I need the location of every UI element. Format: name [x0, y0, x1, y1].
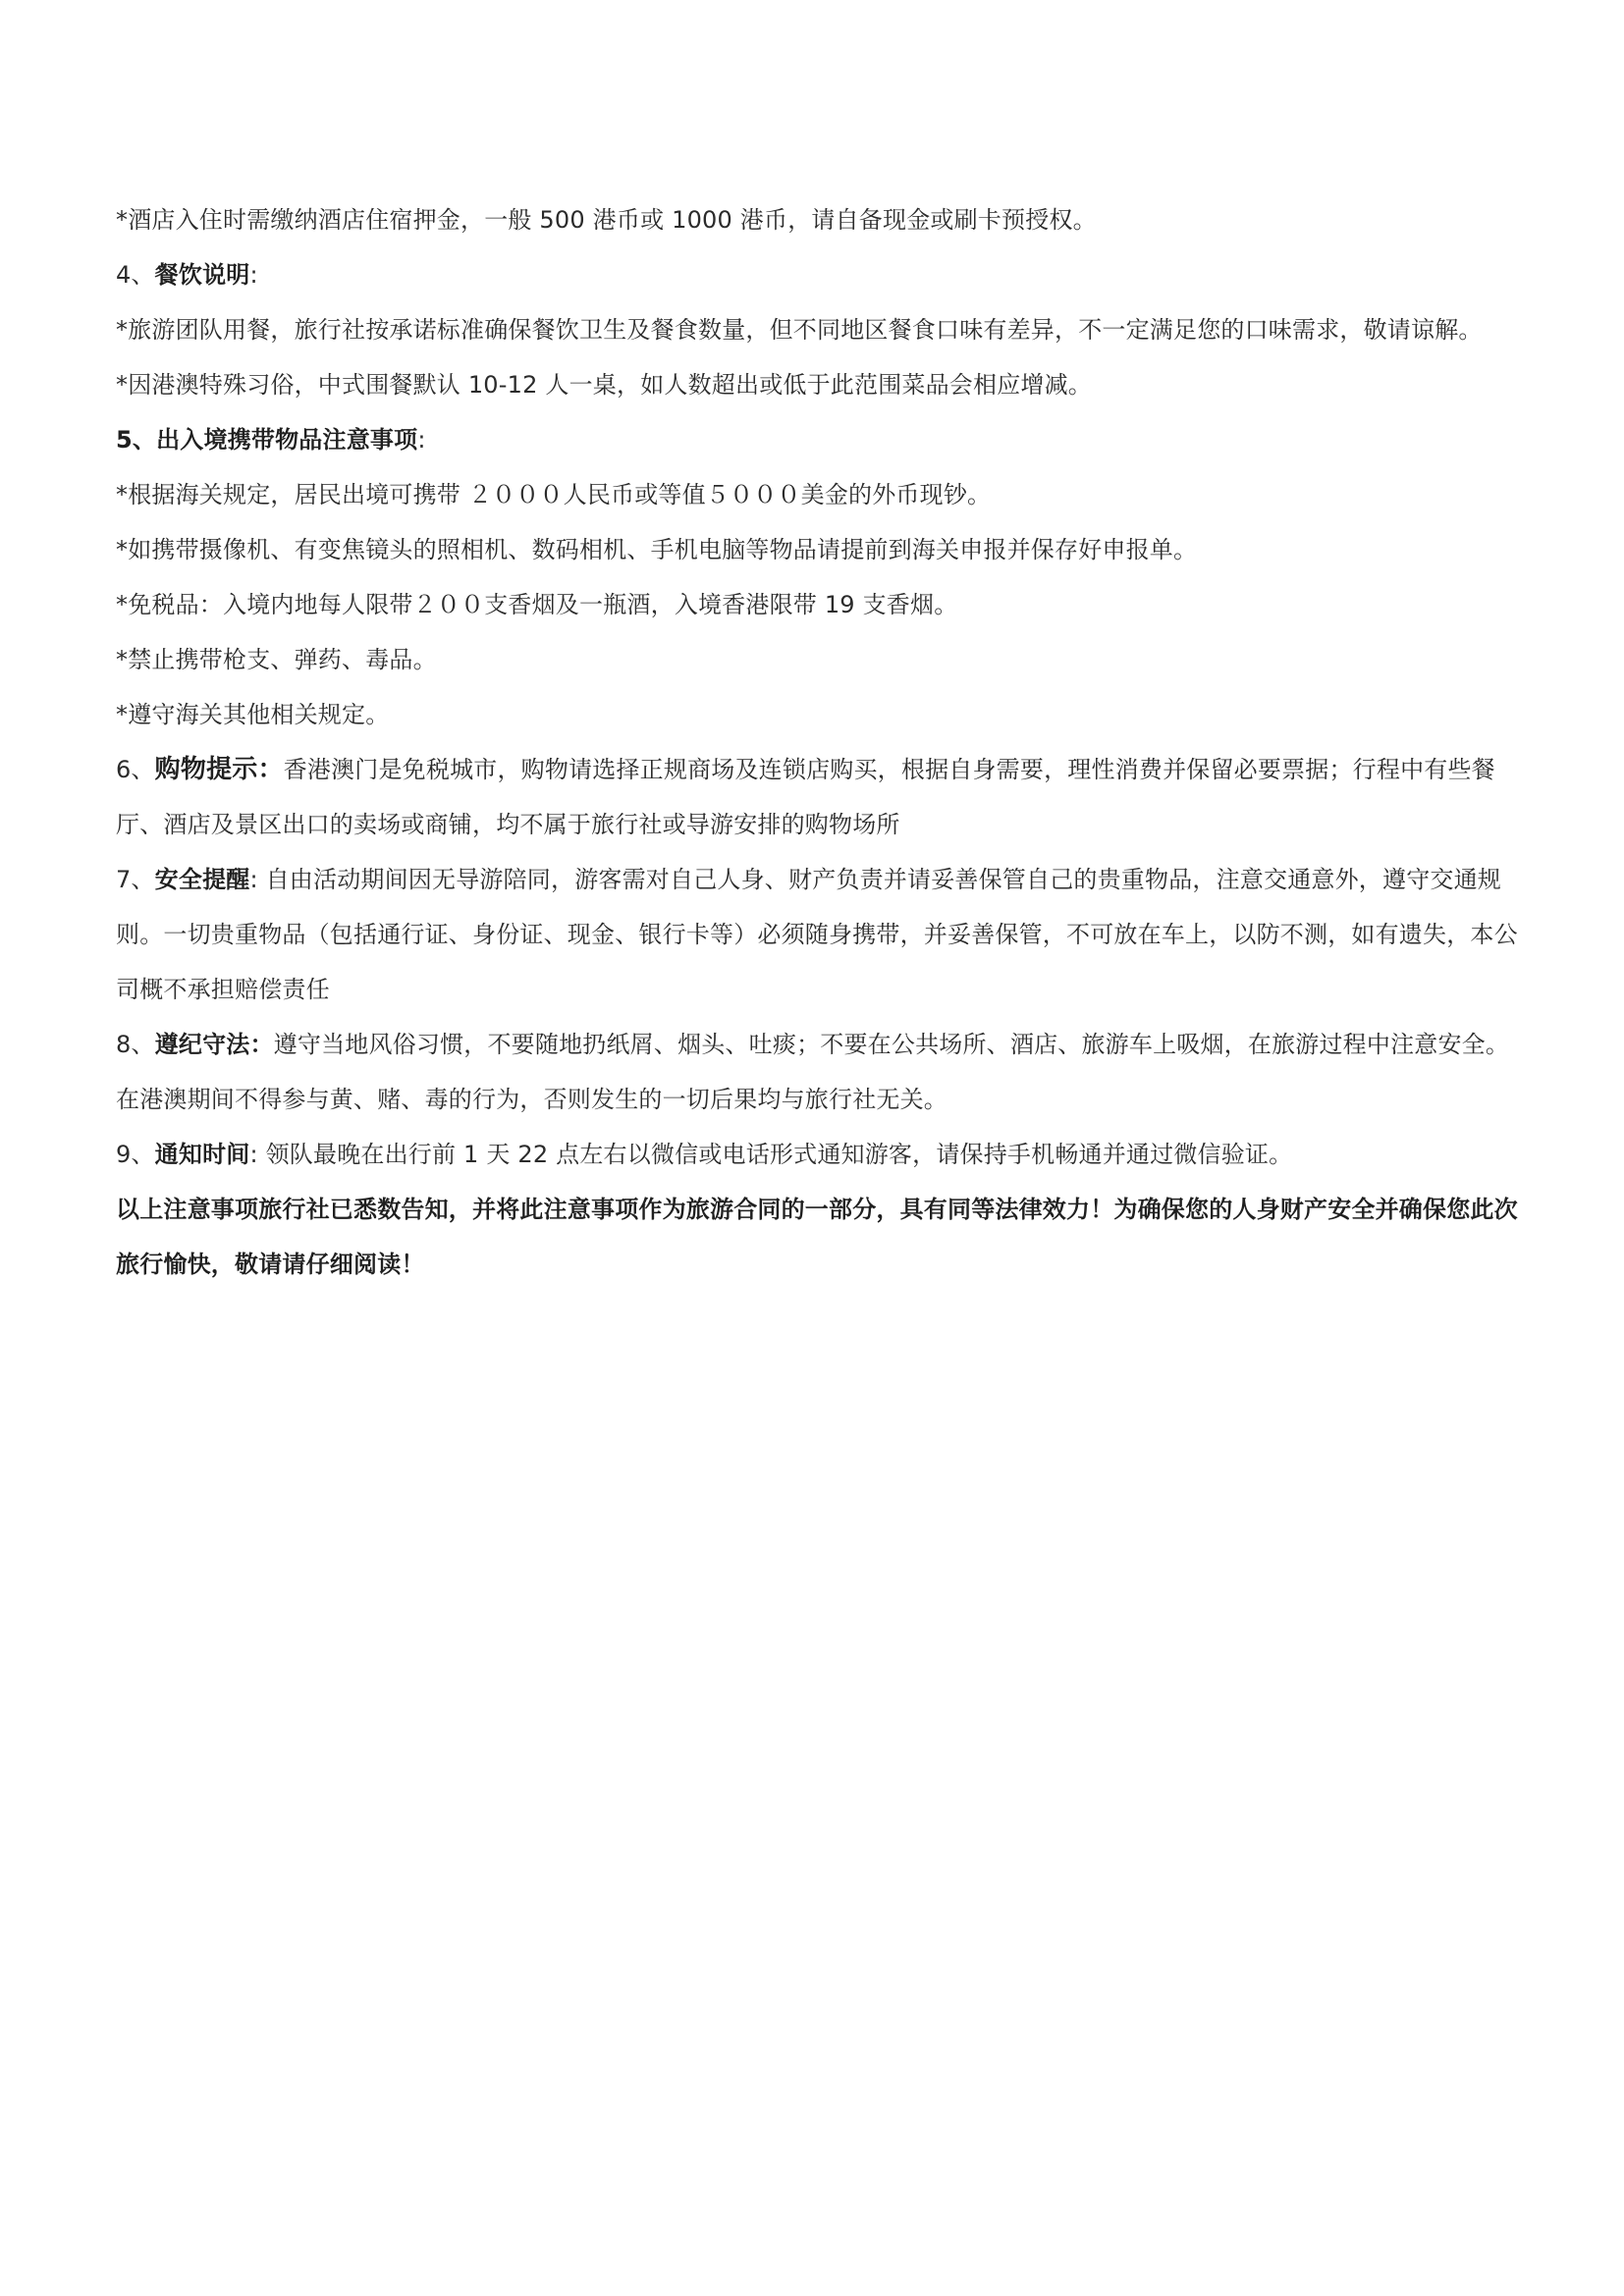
document-page — [116, 192, 1530, 1292]
section-4-heading — [116, 247, 1530, 302]
section-7-title: 安全提醒 — [154, 866, 250, 893]
section-9-number: 9、 — [116, 1141, 155, 1168]
customs-note-5: *遵守海关其他相关规定。 — [116, 701, 390, 728]
customs-note-3: *免税品：入境内地每人限带２００支香烟及一瓶酒，入境香港限带 19 支香烟。 — [116, 591, 958, 618]
hotel-deposit-note: *酒店入住时需缴纳酒店住宿押金，一般 500 港币或 1000 港币，请自备现金或刷卡预授权。 — [116, 206, 1097, 234]
section-4-title: 餐饮说明 — [154, 261, 250, 289]
section-4-number: 4、 — [116, 261, 155, 289]
section-5-colon: : — [417, 426, 426, 454]
customs-note-4: *禁止携带枪支、弹药、毒品。 — [116, 646, 437, 673]
section-7-text: : 自由活动期间因无导游陪同，游客需对自己人身、财产负责并请妥善保管自己的贵重物品，注意交通意外，遵守交通规则。一切贵重物品（包括通行证、身份证、现金、银行卡等）必须随身携带，并妥善保管，不可放在车上，以防不测，如有遗失，本公司概不承担赔偿责任 — [116, 866, 1518, 1003]
section-5-heading — [116, 412, 1530, 467]
section-8-paragraph — [116, 1017, 1530, 1127]
section-7-number: 7、 — [116, 866, 155, 893]
section-6-text: 香港澳门是免税城市，购物请选择正规商场及连锁店购买，根据自身需要，理性消费并保留必要票据；行程中有些餐厅、酒店及景区出口的卖场或商铺，均不属于旅行社或导游安排的购物场所 — [116, 756, 1495, 838]
section-9-title: 通知时间 — [154, 1141, 250, 1168]
section-6-paragraph — [116, 742, 1530, 852]
customs-note-2: *如携带摄像机、有变焦镜头的照相机、数码相机、手机电脑等物品请提前到海关申报并保存好申报单。 — [116, 536, 1198, 563]
section-4-colon: : — [249, 261, 258, 289]
customs-note-1: *根据海关规定，居民出境可携带 ２０００人民币或等值５０００美金的外币现钞。 — [116, 481, 992, 508]
meal-note-2: *因港澳特殊习俗，中式围餐默认 10-12 人一桌，如人数超出或低于此范围菜品会相应增减。 — [116, 371, 1092, 399]
section-7-paragraph — [116, 852, 1530, 1017]
section-9-paragraph — [116, 1127, 1530, 1182]
section-8-number: 8、 — [116, 1031, 155, 1058]
section-9-text: : 领队最晚在出行前 1 天 22 点左右以微信或电话形式通知游客，请保持手机畅通并通过微信验证。 — [249, 1141, 1293, 1168]
section-5-title: 5、出入境携带物品注意事项 — [116, 426, 418, 454]
closing-statement: 以上注意事项旅行社已悉数告知，并将此注意事项作为旅游合同的一部分，具有同等法律效力！为确保您的人身财产安全并确保您此次旅行愉快，敬请请仔细阅读！ — [116, 1196, 1518, 1278]
section-8-title: 遵纪守法： — [154, 1031, 274, 1058]
meal-note-1: *旅游团队用餐，旅行社按承诺标准确保餐饮卫生及餐食数量，但不同地区餐食口味有差异，不一定满足您的口味需求，敬请谅解。 — [116, 316, 1483, 344]
section-6-number: 6、 — [116, 756, 155, 783]
section-6-title: 购物提示： — [154, 755, 284, 784]
section-8-text: 遵守当地风俗习惯，不要随地扔纸屑、烟头、吐痰；不要在公共场所、酒店、旅游车上吸烟，在旅游过程中注意安全。在港澳期间不得参与黄、赌、毒的行为，否则发生的一切后果均与旅行社无关。 — [116, 1031, 1510, 1113]
